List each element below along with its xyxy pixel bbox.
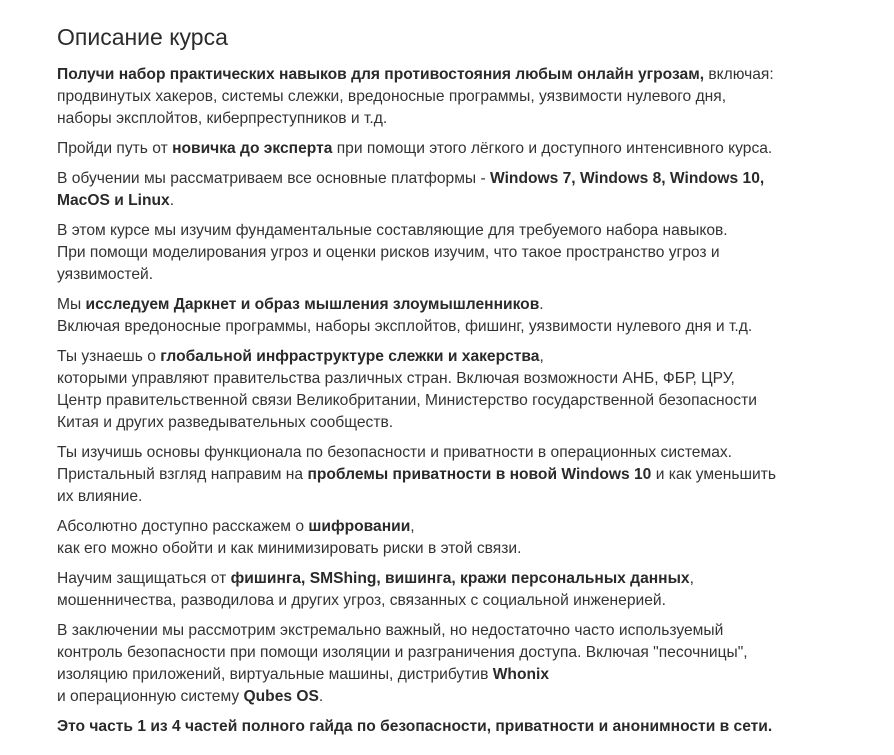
bold-text: Это часть 1 из 4 частей полного гайда по безопасности, приватности и анонимности в сети. (57, 718, 773, 735)
text: Абсолютно доступно расскажем о (57, 518, 309, 535)
text: Пристальный взгляд направим на (57, 466, 308, 483)
text: мошенничества, разводилова и других угроз, связанных с социальной инженерией. (57, 592, 666, 609)
description-body (57, 64, 877, 738)
description-paragraph (57, 346, 877, 434)
description-paragraph (57, 442, 877, 508)
text: Ты узнаешь о (57, 348, 161, 365)
bold-text: проблемы приватности в новой Windows 10 (307, 466, 652, 483)
description-paragraph (57, 64, 877, 130)
text: При помощи моделирования угроз и оценки рисков изучим, что такое пространство угроз и (57, 244, 720, 261)
text: Ты изучишь основы функционала по безопасности и приватности в операционных системах. (57, 444, 732, 461)
bold-text: Qubes OS (243, 688, 319, 705)
text: которыми управляют правительства различных стран. Включая возможности АНБ, ФБР, ЦРУ, (57, 370, 735, 387)
description-paragraph (57, 568, 877, 612)
text: изоляцию приложений, виртуальные машины, дистрибутив (57, 666, 493, 683)
text: Пройди путь от (57, 140, 173, 157)
description-paragraph (57, 516, 877, 560)
text: В обучении мы рассматриваем все основные платформы - (57, 170, 490, 187)
bold-text: шифровании (308, 518, 411, 535)
text: как его можно обойти и как минимизировать риски в этой связи. (57, 540, 522, 557)
bold-text: исследуем Даркнет и образ мышления злоумышленников (85, 296, 540, 313)
text: , (410, 518, 415, 535)
bold-text: глобальной инфраструктуре слежки и хакерства (160, 348, 540, 365)
bold-text: Получи набор практических навыков для противостояния любым онлайн угрозам, (57, 66, 705, 83)
text: наборы эксплойтов, киберпреступников и т.д. (57, 110, 388, 127)
text: и как уменьшить (651, 466, 776, 483)
description-paragraph (57, 716, 877, 738)
text: Китая и других разведывательных сообществ. (57, 414, 394, 431)
bold-text: новичка до эксперта (172, 140, 333, 157)
text: продвинутых хакеров, системы слежки, вредоносные программы, уязвимости нулевого дня, (57, 88, 727, 105)
text: и операционную систему (57, 688, 244, 705)
description-paragraph (57, 620, 877, 708)
text: включая: (704, 66, 774, 83)
description-paragraph (57, 294, 877, 338)
bold-text: MacOS и Linux (57, 192, 170, 209)
text: их влияние. (57, 488, 143, 505)
description-paragraph (57, 168, 877, 212)
text: В этом курсе мы изучим фундаментальные составляющие для требуемого набора навыков. (57, 222, 728, 239)
text: Центр правительственной связи Великобритании, Министерство государственной безопасности (57, 392, 757, 409)
text: В заключении мы рассмотрим экстремально важный, но недостаточно часто используемый (57, 622, 724, 639)
bold-text: Whonix (492, 666, 550, 683)
course-description (57, 22, 877, 746)
text: , (689, 570, 694, 587)
text: контроль безопасности при помощи изоляции и разграничения доступа. Включая "песочницы", (57, 644, 748, 661)
bold-text: Windows 7, Windows 8, Windows 10, (490, 170, 765, 187)
text: . (169, 192, 175, 209)
text: уязвимостей. (57, 266, 154, 283)
text: Включая вредоносные программы, наборы эксплойтов, фишинг, уязвимости нулевого дня и т.д. (57, 318, 753, 335)
bold-text: фишинга, SMShing, вишинга, кражи персональных данных (230, 570, 690, 587)
text: , (539, 348, 544, 365)
description-paragraph (57, 220, 877, 286)
description-paragraph (57, 138, 877, 160)
text: при помощи этого лёгкого и доступного интенсивного курса. (332, 140, 773, 157)
text: Научим защищаться от (57, 570, 231, 587)
text: . (318, 688, 324, 705)
text: Мы (57, 296, 86, 313)
text: . (539, 296, 544, 313)
section-title: Описание курса (57, 24, 228, 50)
